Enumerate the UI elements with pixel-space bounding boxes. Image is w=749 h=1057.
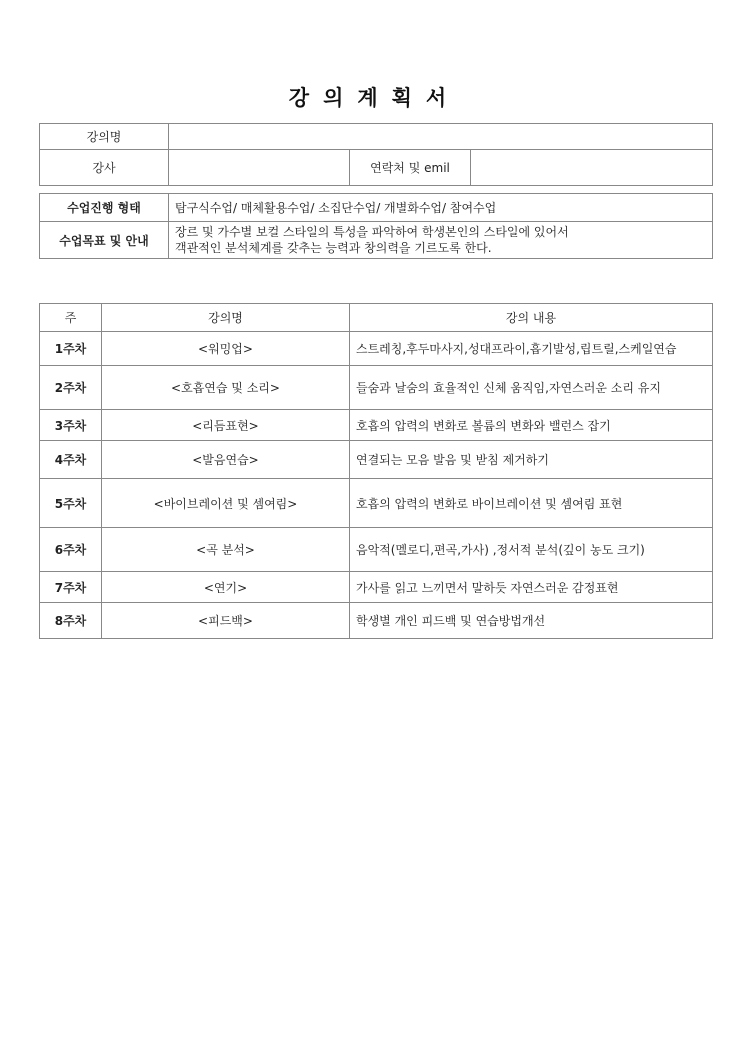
header-course-name: 강의명 <box>102 304 350 332</box>
header-week: 주 <box>40 304 102 332</box>
week-label: 7주차 <box>40 572 102 603</box>
table-row <box>40 410 713 441</box>
lecture-name: <리듬표현> <box>102 410 350 441</box>
table-row <box>40 572 713 603</box>
contact-label: 연락처 및 emil <box>350 150 471 186</box>
goal-line-1: 장르 및 가수별 보컬 스타일의 특성을 파악하여 학생본인의 스타일에 있어서 <box>175 225 569 239</box>
week-label: 5주차 <box>40 479 102 528</box>
lecture-name: <바이브레이션 및 셈여림> <box>102 479 350 528</box>
table-row <box>40 366 713 410</box>
header-content: 강의 내용 <box>350 304 713 332</box>
class-goal-value <box>169 222 713 259</box>
course-name-value <box>169 124 713 150</box>
instructor-label: 강사 <box>40 150 169 186</box>
lecture-content: 들숨과 날숨의 효율적인 신체 움직임,자연스러운 소리 유지 <box>350 366 713 410</box>
lecture-content: 호흡의 압력의 변화로 바이브레이션 및 셈여림 표현 <box>350 479 713 528</box>
table-row <box>40 528 713 572</box>
week-label: 8주차 <box>40 603 102 639</box>
lecture-name: <호흡연습 및 소리> <box>102 366 350 410</box>
lecture-content: 학생별 개인 피드백 및 연습방법개선 <box>350 603 713 639</box>
course-info-table <box>39 123 713 186</box>
class-goal-row <box>40 222 713 259</box>
course-method-table <box>39 193 713 259</box>
course-name-row <box>40 124 713 150</box>
lecture-name: <피드백> <box>102 603 350 639</box>
lecture-name: <워밍업> <box>102 332 350 366</box>
instructor-row <box>40 150 713 186</box>
lecture-content: 가사를 읽고 느끼면서 말하듯 자연스러운 감정표현 <box>350 572 713 603</box>
lecture-name: <곡 분석> <box>102 528 350 572</box>
week-label: 3주차 <box>40 410 102 441</box>
instructor-value <box>169 150 350 186</box>
lecture-content: 호흡의 압력의 변화로 볼륨의 변화와 밸런스 잡기 <box>350 410 713 441</box>
week-label: 6주차 <box>40 528 102 572</box>
class-type-row <box>40 194 713 222</box>
lecture-content: 음악적(멜로디,편곡,가사) ,정서적 분석(깊이 농도 크기) <box>350 528 713 572</box>
week-label: 2주차 <box>40 366 102 410</box>
table-row <box>40 332 713 366</box>
week-label: 4주차 <box>40 441 102 479</box>
page-title: 강의계획서 <box>288 86 461 110</box>
table-row <box>40 603 713 639</box>
table-row <box>40 441 713 479</box>
schedule-header-row <box>40 304 713 332</box>
week-label: 1주차 <box>40 332 102 366</box>
class-type-label: 수업진행 형태 <box>40 194 169 222</box>
class-type-value: 탐구식수업/ 매체활용수업/ 소집단수업/ 개별화수업/ 참여수업 <box>169 194 713 222</box>
contact-value <box>471 150 713 186</box>
goal-line-2: 객관적인 분석체계를 갖추는 능력과 창의력을 기르도록 한다. <box>175 241 492 255</box>
course-name-label: 강의명 <box>40 124 169 150</box>
lecture-name: <연기> <box>102 572 350 603</box>
lecture-name: <발음연습> <box>102 441 350 479</box>
class-goal-label: 수업목표 및 안내 <box>40 222 169 259</box>
weekly-schedule-table <box>39 303 713 639</box>
table-row <box>40 479 713 528</box>
lecture-content: 스트레칭,후두마사지,성대프라이,흡기발성,립트릴,스케일연습 <box>350 332 713 366</box>
lecture-content: 연결되는 모음 발음 및 받침 제거하기 <box>350 441 713 479</box>
